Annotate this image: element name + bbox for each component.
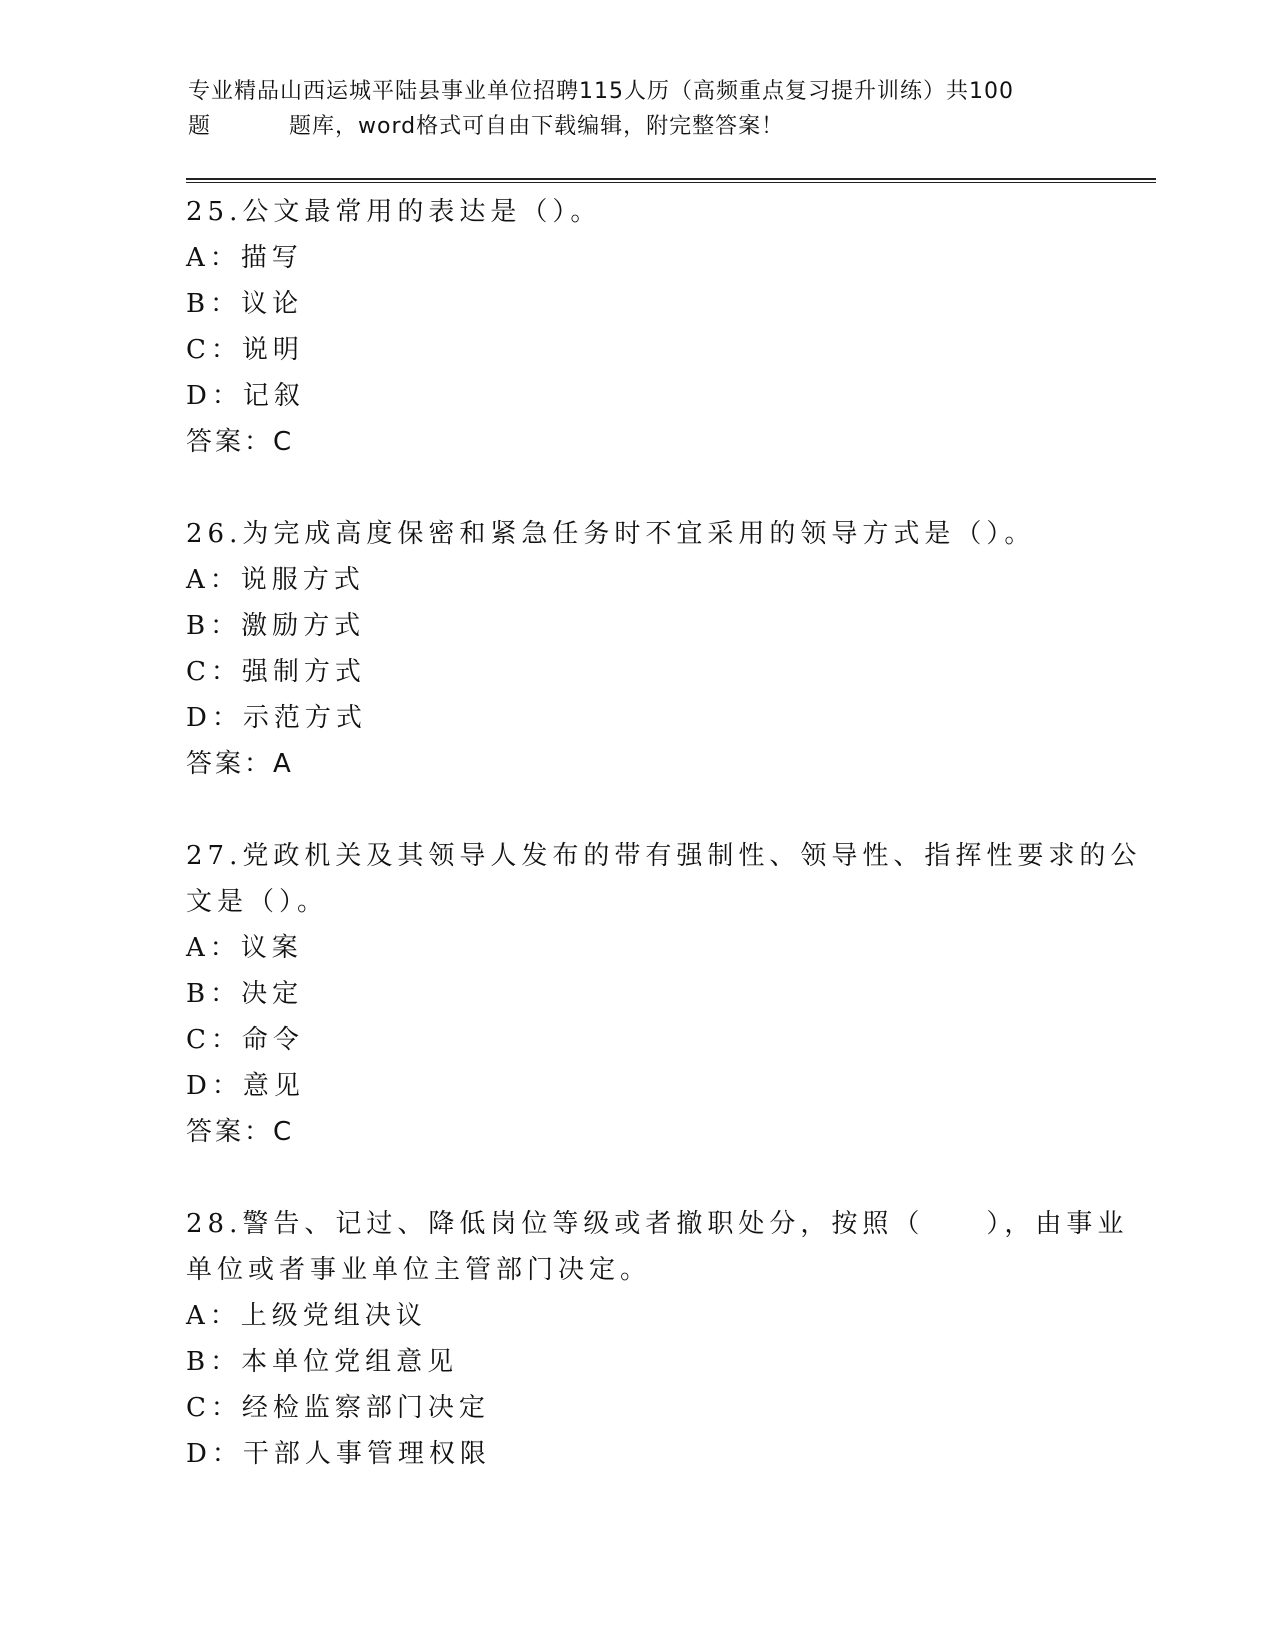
option-c: C：强制方式 [186, 657, 366, 687]
answer-line: 答案：C [186, 427, 295, 457]
answer-line: 答案：A [186, 749, 294, 779]
question-stem-line-1: 28.警告、记过、降低岗位等级或者撤职处分，按照（ ），由事业 [186, 1209, 1129, 1239]
option-c: C：命令 [186, 1025, 304, 1055]
option-a: A：描写 [186, 243, 303, 273]
question-stem-line-2: 单位或者事业单位主管部门决定。 [186, 1255, 652, 1285]
question-26 [186, 511, 1086, 787]
question-stem: 26.为完成高度保密和紧急任务时不宜采用的领导方式是（）。 [186, 519, 1036, 549]
option-a: A：议案 [186, 933, 303, 963]
question-25 [186, 189, 1086, 465]
option-d: D：意见 [186, 1071, 305, 1101]
header-title-line-2-left: 题 [188, 114, 212, 139]
option-c: C：经检监察部门决定 [186, 1393, 490, 1423]
question-stem-line-1: 27.党政机关及其领导人发布的带有强制性、领导性、指挥性要求的公 [186, 841, 1142, 871]
question-list [186, 189, 1142, 1523]
header-divider [186, 178, 1156, 183]
header-title-line-2-right: 题库，word格式可自由下载编辑，附完整答案！ [289, 114, 785, 139]
question-27 [186, 833, 1142, 1155]
option-d: D：示范方式 [186, 703, 367, 733]
option-a: A：上级党组决议 [186, 1301, 427, 1331]
header-title-line-1: 专业精品山西运城平陆县事业单位招聘115人历（高频重点复习提升训练）共100 [188, 79, 1014, 104]
header-title-line-2 [188, 109, 1088, 144]
option-b: B：激励方式 [186, 611, 366, 641]
option-d: D：干部人事管理权限 [186, 1439, 491, 1469]
document-header [188, 74, 1088, 144]
option-b: B：决定 [186, 979, 304, 1009]
question-stem: 25.公文最常用的表达是（）。 [186, 197, 602, 227]
question-stem-line-2: 文是（）。 [186, 887, 329, 917]
option-b: B：议论 [186, 289, 304, 319]
option-d: D：记叙 [186, 381, 305, 411]
option-a: A：说服方式 [186, 565, 365, 595]
option-b: B：本单位党组意见 [186, 1347, 459, 1377]
option-c: C：说明 [186, 335, 304, 365]
answer-line: 答案：C [186, 1117, 295, 1147]
question-28 [186, 1201, 1129, 1477]
